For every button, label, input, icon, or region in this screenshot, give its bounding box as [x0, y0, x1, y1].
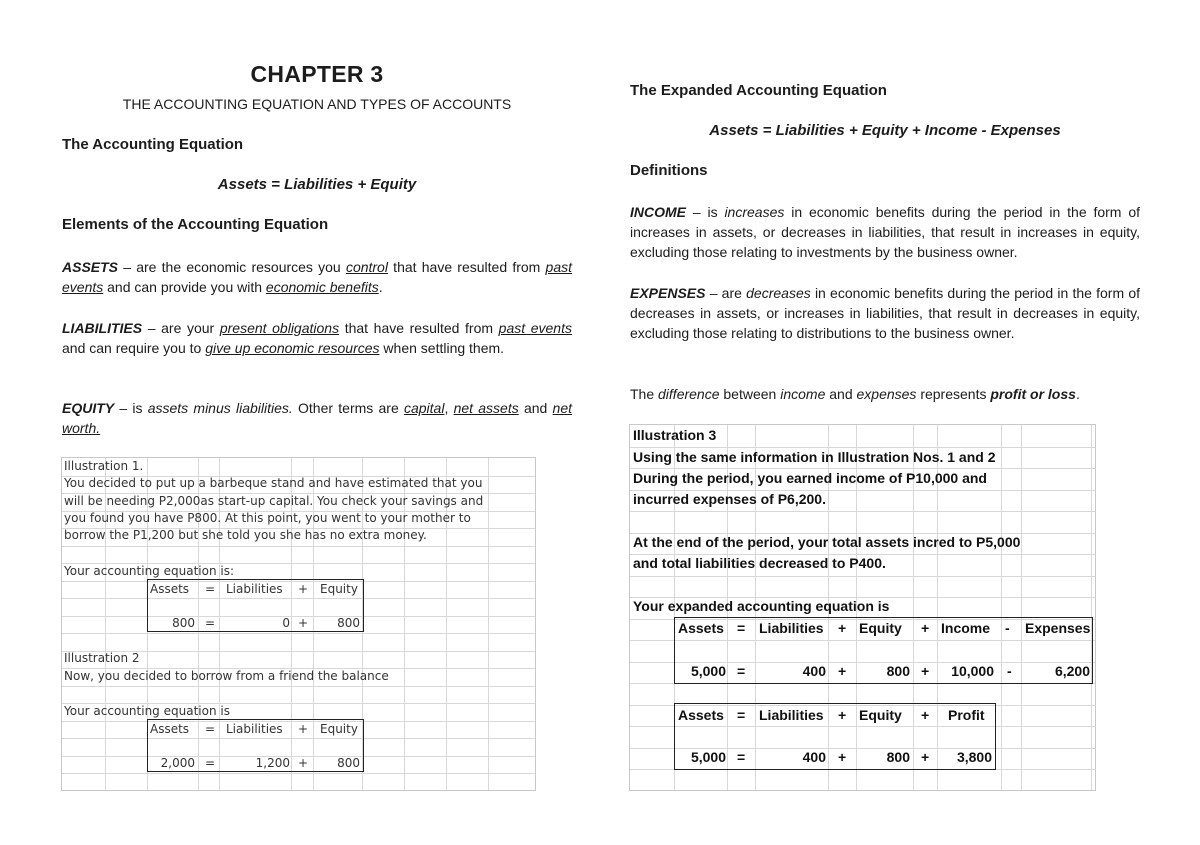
illustration-1-2-sheet — [61, 457, 536, 791]
eq-header: Equity — [859, 707, 902, 723]
eq-header: Equity — [320, 722, 358, 736]
eq-value: + — [838, 663, 847, 679]
eq-header: = — [205, 582, 216, 596]
eq-header: - — [1005, 620, 1010, 636]
eq-value: 800 — [886, 749, 910, 765]
eq-header: Liabilities — [226, 582, 283, 596]
grid-row-line — [62, 546, 535, 547]
eq-value: - — [1007, 663, 1012, 679]
illus3-line2: At the end of the period, your total assets incred to P5,000 — [633, 534, 1021, 550]
eq-header: + — [838, 620, 847, 636]
eq-value: + — [838, 749, 847, 765]
assets-term: ASSETS — [62, 259, 119, 275]
illus1-line: will be needing P2,000as start-up capital. You check your savings and — [64, 494, 484, 508]
illus2-title: Illustration 2 — [64, 651, 140, 665]
expenses-term: EXPENSES — [630, 285, 706, 301]
illus3-line: incurred expenses of P6,200. — [633, 491, 826, 507]
grid-column-line — [1021, 425, 1022, 790]
eq-header: = — [205, 722, 216, 736]
illus1-line: You decided to put up a barbeque stand and have estimated that you — [64, 476, 483, 490]
eq-value: 1,200 — [255, 756, 290, 770]
heading-expanded-equation: The Expanded Accounting Equation — [630, 82, 887, 99]
eq-header: Assets — [150, 722, 190, 736]
eq-header: Equity — [859, 620, 902, 636]
heading-accounting-equation: The Accounting Equation — [62, 136, 244, 153]
liabilities-definition: LIABILITIES – are your present obligations that have resulted from past events and can require you to give up economic resources when settling them. — [62, 320, 572, 356]
illus1-line: borrow the P1,200 but she told you she has no extra money. — [64, 528, 427, 542]
eq-header: + — [921, 707, 930, 723]
grid-row-line — [62, 773, 535, 774]
illus2-line: Now, you decided to borrow from a friend the balance — [64, 669, 389, 683]
eq-value: 2,000 — [160, 756, 195, 770]
profit-loss-statement: The difference between income and expenses represents profit or loss. — [630, 386, 1080, 402]
liabilities-term: LIABILITIES — [62, 320, 143, 336]
eq-header: + — [921, 620, 930, 636]
eq-header: Assets — [150, 582, 190, 596]
eq-value: + — [921, 749, 930, 765]
illus1-line: you found you have P800. At this point, you went to your mother to — [64, 511, 471, 525]
accounting-equation: Assets = Liabilities + Equity — [217, 176, 417, 193]
grid-row-line — [62, 633, 535, 634]
assets-definition: ASSETS – are the economic resources you control that have resulted from past events and can provide you with economic benefits. — [62, 259, 573, 295]
illustration-3-sheet — [629, 424, 1096, 791]
chapter-subtitle: THE ACCOUNTING EQUATION AND TYPES OF ACCOUNTS — [122, 96, 512, 112]
eq-header: Equity — [320, 582, 358, 596]
eq-header: Income — [941, 620, 991, 636]
eq-value: 0 — [282, 616, 290, 630]
eq-value: 800 — [337, 616, 360, 630]
eq-value: + — [298, 756, 309, 770]
eq-value: 400 — [802, 749, 826, 765]
income-definition: INCOME – is increases in economic benefits during the period in the form of increases in assets, or decreases in liabilities, that result in increases in equity, excluding those relating to investments by the business owner. — [630, 204, 1140, 260]
heading-elements: Elements of the Accounting Equation — [62, 216, 329, 233]
chapter-title: CHAPTER 3 — [250, 61, 384, 87]
eq-header: + — [298, 582, 309, 596]
eq-value: 800 — [172, 616, 195, 630]
grid-row-line — [630, 576, 1095, 577]
illus3-title: Illustration 3 — [633, 427, 717, 443]
grid-row-line — [62, 686, 535, 687]
eq-header: Liabilities — [759, 707, 824, 723]
eq-value: 6,200 — [1054, 663, 1090, 679]
heading-definitions: Definitions — [630, 162, 708, 179]
eq-value: 800 — [886, 663, 910, 679]
eq-header: = — [737, 707, 746, 723]
grid-row-line — [630, 511, 1095, 512]
eq-value: 800 — [337, 756, 360, 770]
eq-value: + — [298, 616, 309, 630]
illus3-line: During the period, you earned income of P10,000 and — [633, 470, 987, 486]
illus3-line: Using the same information in Illustration Nos. 1 and 2 — [633, 449, 996, 465]
equity-definition: EQUITY – is assets minus liabilities. Other terms are capital, net assets and net worth. — [62, 400, 573, 436]
illus1-title: Illustration 1. — [64, 459, 144, 473]
eq-value: 3,800 — [956, 749, 992, 765]
illus1-eq-label: Your accounting equation is: — [64, 564, 234, 578]
income-term: INCOME — [630, 204, 686, 220]
eq-header: + — [838, 707, 847, 723]
illus3-eq-label: Your expanded accounting equation is — [633, 598, 890, 614]
grid-column-line — [1001, 425, 1002, 790]
eq-header: = — [737, 620, 746, 636]
grid-row-line — [630, 447, 1095, 448]
eq-header: Liabilities — [226, 722, 283, 736]
eq-value: = — [205, 616, 216, 630]
eq-value: = — [737, 749, 746, 765]
eq-header: + — [298, 722, 309, 736]
eq-value: 5,000 — [690, 663, 726, 679]
eq-value: = — [205, 756, 216, 770]
eq-header: Expenses — [1025, 620, 1091, 636]
eq-value: 10,000 — [951, 663, 994, 679]
eq-value: 5,000 — [690, 749, 726, 765]
eq-header: Assets — [678, 707, 724, 723]
eq-header: Liabilities — [759, 620, 824, 636]
equity-term: EQUITY — [62, 400, 115, 416]
eq-header: Assets — [678, 620, 724, 636]
illus2-eq-label: Your accounting equation is — [64, 704, 230, 718]
expenses-definition: EXPENSES – are decreases in economic benefits during the period in the form of decreases in assets, or increases in liabilities, that result in decreases in equity, excluding those relating to distributions to the business owner. — [630, 285, 1140, 341]
eq-value: 400 — [802, 663, 826, 679]
eq-value: = — [737, 663, 746, 679]
eq-header: Profit — [948, 707, 985, 723]
eq-value: + — [921, 663, 930, 679]
expanded-equation: Assets = Liabilities + Equity + Income - Expenses — [709, 122, 1061, 139]
grid-column-line — [1091, 425, 1092, 790]
illus3-line2: and total liabilities decreased to P400. — [633, 555, 886, 571]
grid-row-line — [630, 468, 1095, 469]
grid-column-line — [488, 458, 489, 790]
